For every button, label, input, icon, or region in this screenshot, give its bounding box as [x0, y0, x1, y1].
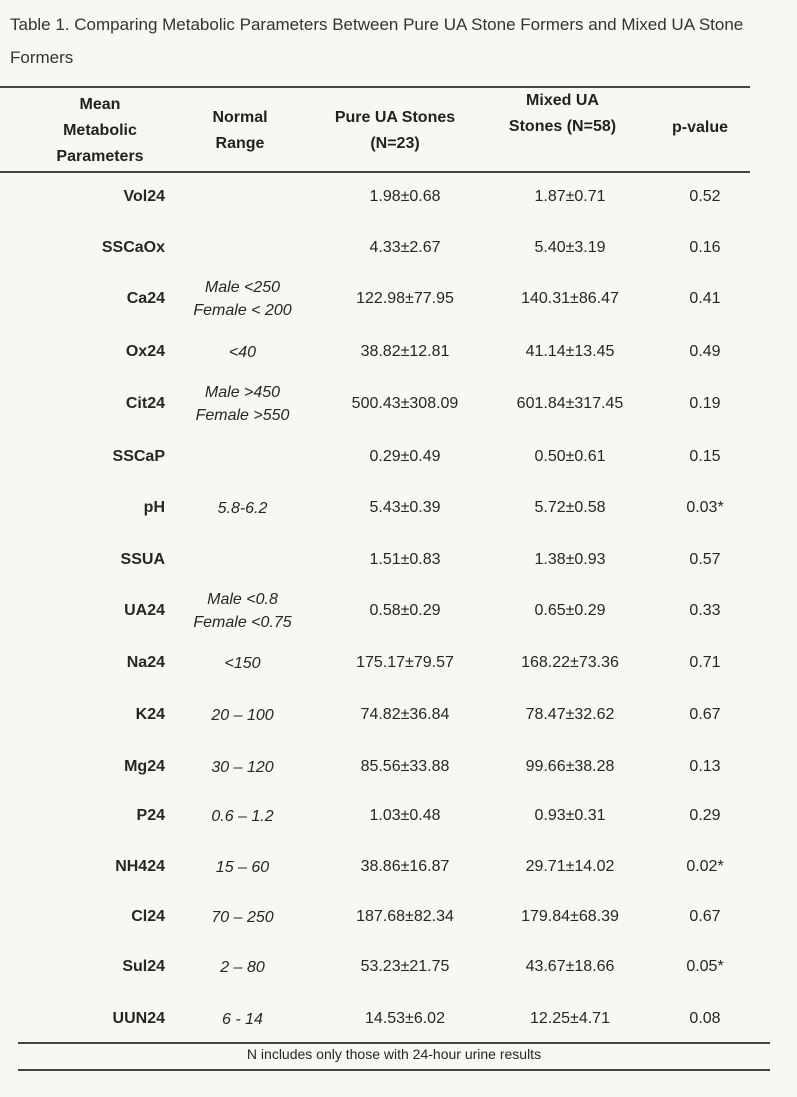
table-row: [0, 379, 797, 429]
mixed-cell: 5.72±0.58: [534, 499, 606, 516]
pure-cell: 187.68±82.34: [356, 908, 454, 925]
table-row: [0, 223, 797, 273]
footnote: N includes only those with 24-hour urine results: [246, 1046, 542, 1062]
pvalue-cell: 0.29: [689, 807, 721, 824]
header-pvalue: p-value: [671, 119, 728, 136]
pure-cell: 5.43±0.39: [369, 499, 441, 516]
pure-cell: 0.58±0.29: [369, 602, 441, 619]
param-cell: UUN24: [112, 1010, 165, 1027]
param-cell: SSCaOx: [101, 239, 165, 256]
mixed-cell: 140.31±86.47: [521, 290, 619, 307]
table-row: [0, 638, 797, 688]
pure-cell: 4.33±2.67: [369, 239, 441, 256]
table-row: [0, 742, 797, 792]
pvalue-cell: 0.67: [689, 706, 721, 723]
table-row: [0, 690, 797, 740]
mixed-cell: 5.40±3.19: [534, 239, 606, 256]
mixed-cell: 168.22±73.36: [521, 654, 619, 671]
pure-cell: 38.82±12.81: [360, 343, 450, 360]
pvalue-cell: 0.57: [689, 551, 721, 568]
table-title: Table 1. Comparing Metabolic Parameters Between Pure UA Stone Formers and Mixed UA Stone Formers: [10, 15, 744, 67]
mixed-cell: 78.47±32.62: [525, 706, 615, 723]
table-row: [0, 791, 797, 841]
param-cell: Cl24: [131, 908, 165, 925]
table-row: [0, 586, 797, 636]
pvalue-cell: 0.71: [689, 654, 721, 671]
bottom-rule: [18, 1042, 770, 1044]
param-cell: P24: [136, 807, 165, 824]
range-cell: 30 – 120: [211, 758, 274, 776]
range-cell: Male <250 Female < 200: [193, 279, 292, 319]
pvalue-cell: 0.16: [689, 239, 721, 256]
pvalue-cell: 0.19: [689, 395, 721, 412]
table-row: [0, 327, 797, 377]
param-cell: Na24: [126, 654, 165, 671]
pvalue-cell: 0.05*: [686, 958, 724, 975]
param-cell: SSCaP: [112, 448, 165, 465]
pure-cell: 500.43±308.09: [351, 395, 459, 412]
param-cell: Vol24: [123, 188, 165, 205]
table-row: [0, 942, 797, 992]
mixed-cell: 0.93±0.31: [534, 807, 606, 824]
range-cell: 20 – 100: [211, 706, 274, 724]
param-cell: Ox24: [125, 343, 165, 360]
pure-cell: 74.82±36.84: [360, 706, 450, 723]
pure-cell: 85.56±33.88: [360, 758, 450, 775]
param-cell: Cit24: [125, 395, 165, 412]
range-cell: [170, 432, 315, 482]
param-cell: UA24: [124, 602, 165, 619]
pure-cell: 38.86±16.87: [360, 858, 450, 875]
pure-cell: 1.03±0.48: [369, 807, 441, 824]
pvalue-cell: 0.49: [689, 343, 721, 360]
pvalue-cell: 0.02*: [686, 858, 724, 875]
range-cell: Male <0.8 Female <0.75: [193, 591, 292, 631]
range-cell: 2 – 80: [220, 958, 265, 976]
pvalue-cell: 0.13: [689, 758, 721, 775]
table-row: [0, 842, 797, 892]
header-pure: Pure UA Stones (N=23): [334, 109, 456, 152]
mixed-cell: 0.65±0.29: [534, 602, 606, 619]
pvalue-cell: 0.15: [689, 448, 721, 465]
mixed-cell: 99.66±38.28: [525, 758, 615, 775]
pure-cell: 1.51±0.83: [369, 551, 441, 568]
header-mixed: Mixed UA Stones (N=58): [508, 92, 617, 135]
table-row: [0, 535, 797, 585]
range-cell: [170, 172, 315, 222]
range-cell: <40: [228, 343, 257, 361]
table-row: [0, 274, 797, 324]
pure-cell: 53.23±21.75: [360, 958, 450, 975]
table-row: [0, 892, 797, 942]
param-cell: Ca24: [126, 290, 165, 307]
mixed-cell: 601.84±317.45: [516, 395, 624, 412]
pvalue-cell: 0.08: [689, 1010, 721, 1027]
final-rule: [18, 1069, 770, 1071]
range-cell: Male >450 Female >550: [195, 384, 290, 424]
header-param: Mean Metabolic Parameters: [56, 96, 144, 165]
mixed-cell: 43.67±18.66: [525, 958, 615, 975]
range-cell: <150: [224, 654, 261, 672]
mixed-cell: 179.84±68.39: [521, 908, 619, 925]
param-cell: pH: [143, 499, 165, 516]
pure-cell: 0.29±0.49: [369, 448, 441, 465]
pvalue-cell: 0.03*: [686, 499, 724, 516]
pvalue-cell: 0.33: [689, 602, 721, 619]
mixed-cell: 12.25±4.71: [530, 1010, 610, 1027]
param-cell: Mg24: [124, 758, 165, 775]
range-cell: [170, 535, 315, 585]
range-cell: 15 – 60: [215, 858, 270, 876]
pure-cell: 122.98±77.95: [356, 290, 454, 307]
param-cell: SSUA: [120, 551, 165, 568]
mixed-cell: 1.38±0.93: [534, 551, 606, 568]
mixed-cell: 1.87±0.71: [534, 188, 606, 205]
top-rule: [0, 86, 750, 88]
range-cell: [170, 223, 315, 273]
param-cell: Sul24: [122, 958, 165, 975]
table-row: [0, 483, 797, 533]
range-cell: 0.6 – 1.2: [211, 807, 274, 825]
mixed-cell: 29.71±14.02: [525, 858, 615, 875]
table-row: [0, 172, 797, 222]
mixed-cell: 0.50±0.61: [534, 448, 606, 465]
table-row: [0, 432, 797, 482]
pure-cell: 175.17±79.57: [356, 654, 454, 671]
param-cell: K24: [135, 706, 165, 723]
table-row: [0, 994, 797, 1044]
pure-cell: 1.98±0.68: [369, 188, 441, 205]
pvalue-cell: 0.41: [689, 290, 721, 307]
pvalue-cell: 0.67: [689, 908, 721, 925]
range-cell: 6 - 14: [222, 1010, 263, 1028]
mixed-cell: 41.14±13.45: [525, 343, 615, 360]
param-cell: NH424: [115, 858, 165, 875]
range-cell: 70 – 250: [211, 908, 274, 926]
pvalue-cell: 0.52: [689, 188, 721, 205]
range-cell: 5.8-6.2: [217, 499, 268, 517]
pure-cell: 14.53±6.02: [365, 1010, 445, 1027]
header-range: Normal Range: [212, 109, 268, 152]
